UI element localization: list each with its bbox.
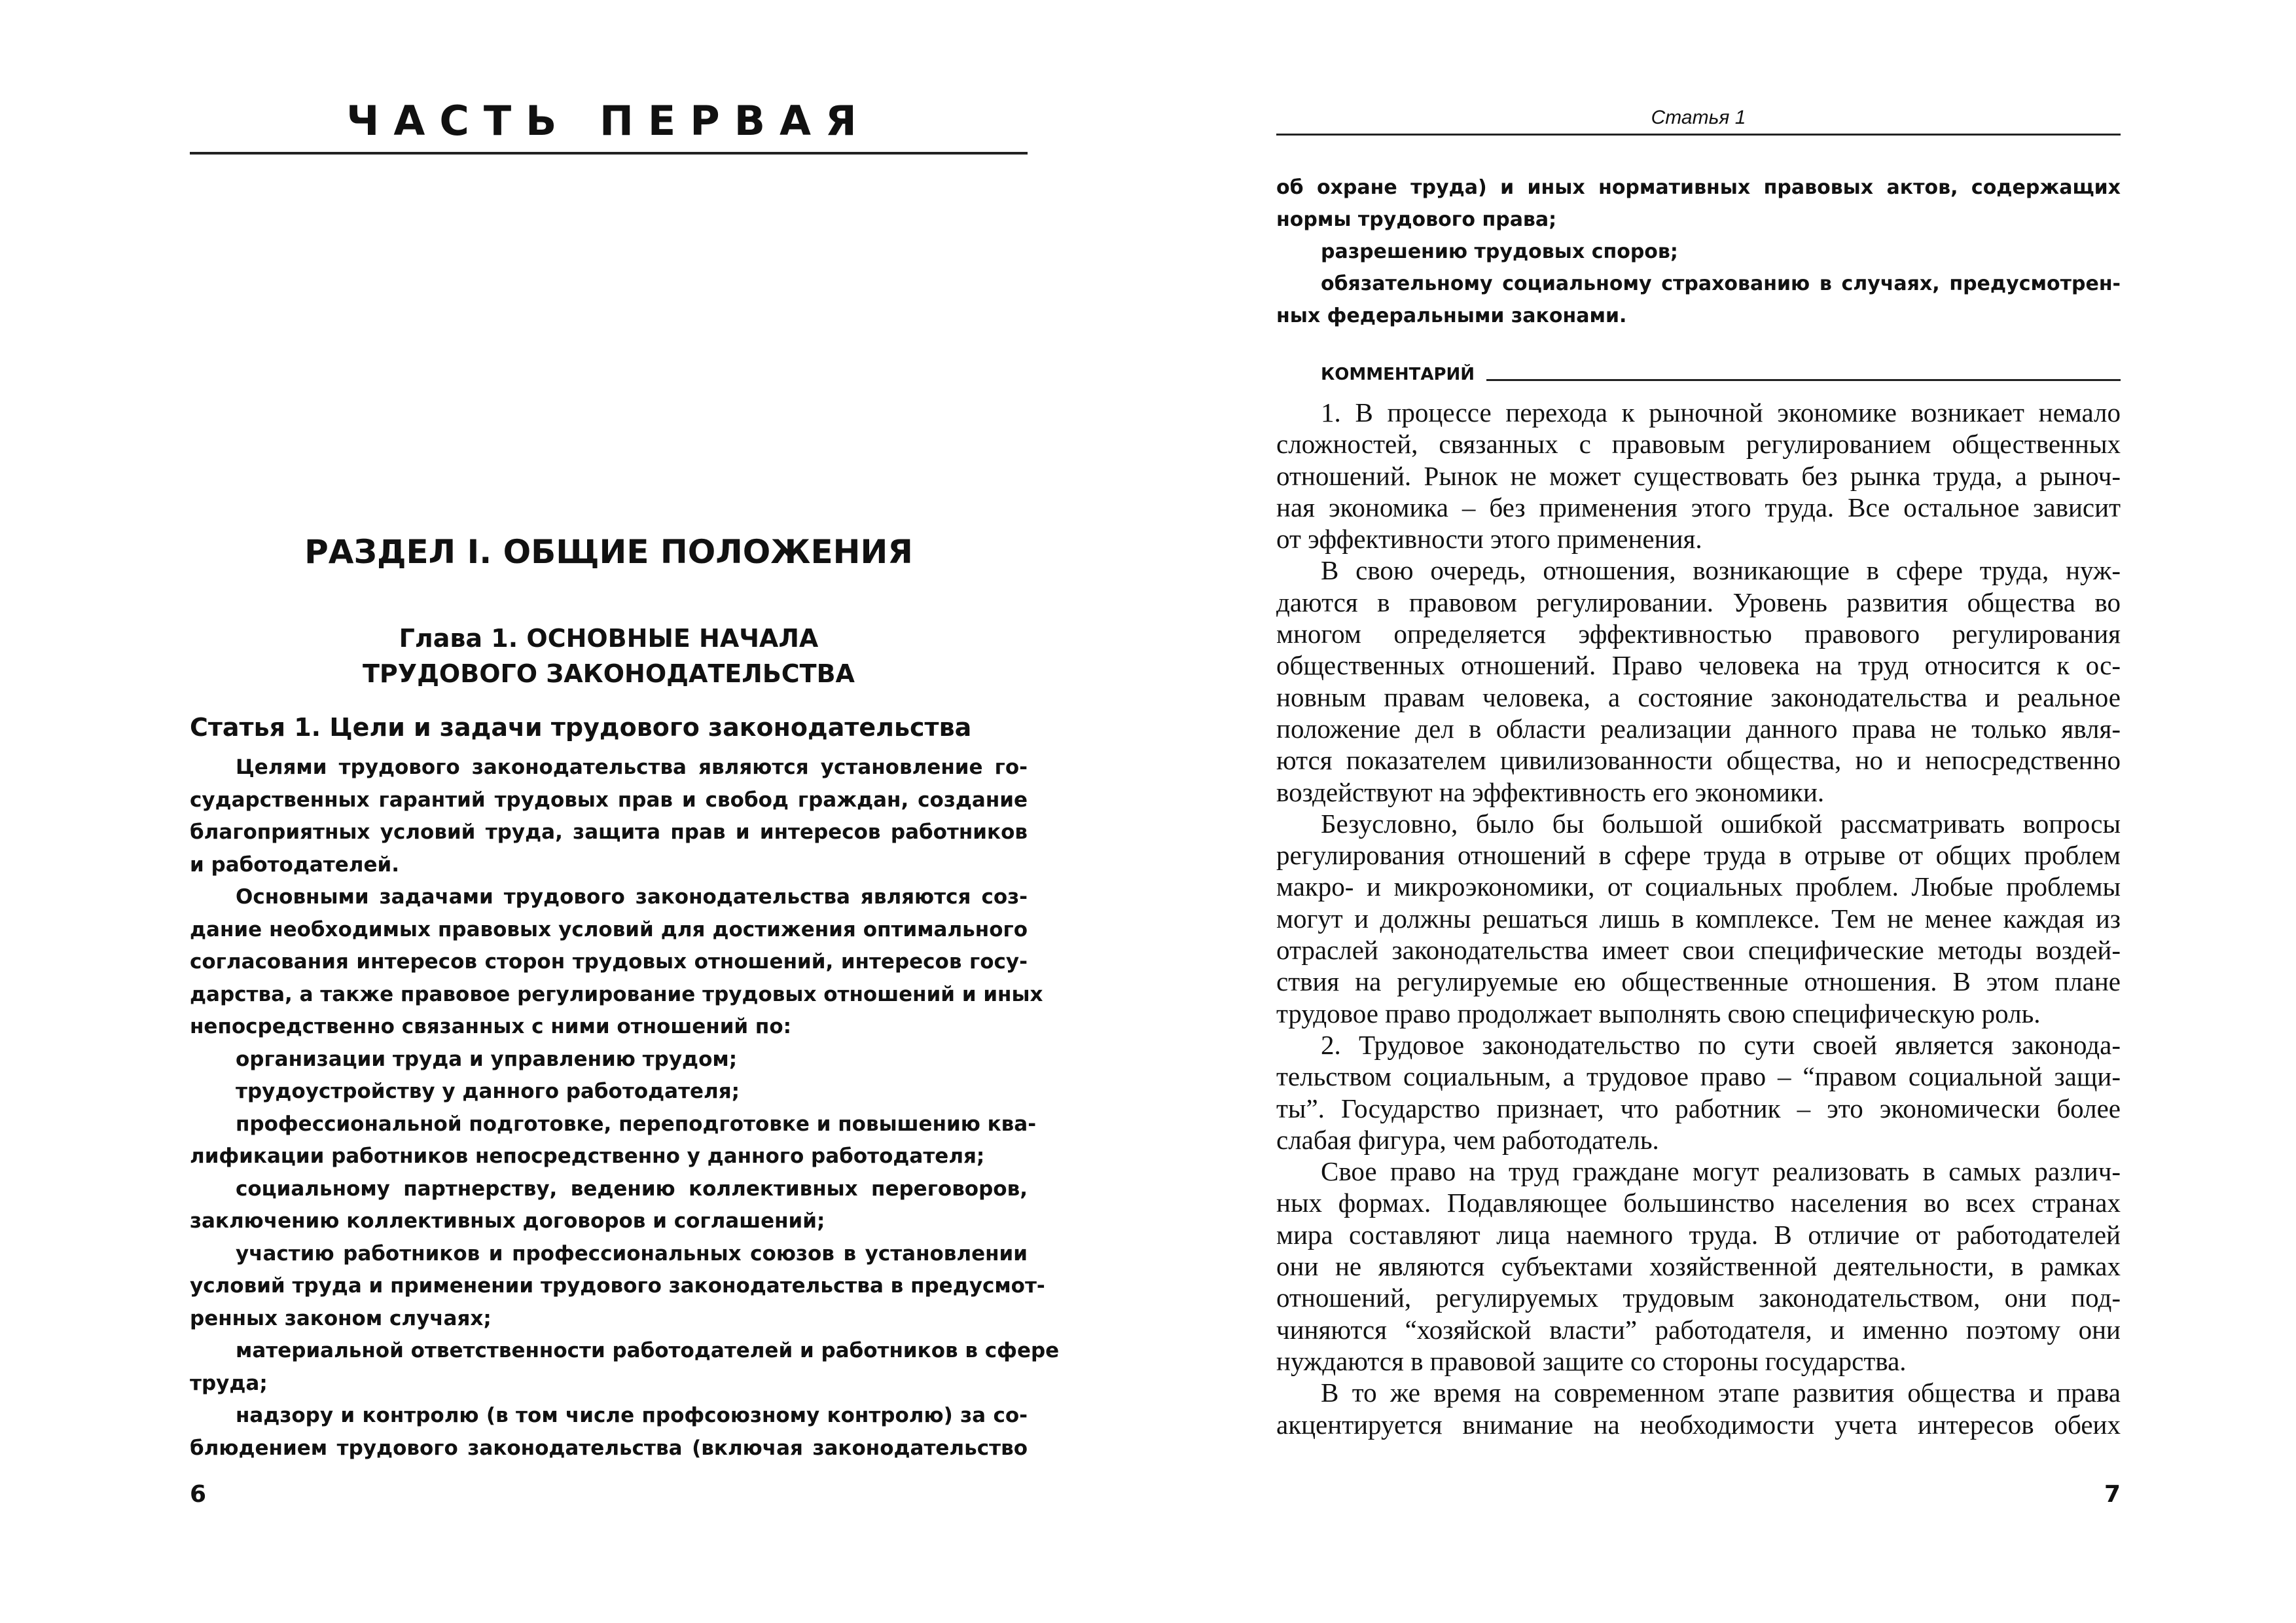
text-line: обязательному социальному страхованию в случаях, предусмотрен- [1321, 272, 2121, 295]
text-line: сложностей, связанных с правовым регулированием общественных [1276, 429, 2121, 460]
text-line: согласования интересов сторон трудовых отношений, интересов госу- [190, 950, 1028, 974]
text-line: дание необходимых правовых условий для достижения оптимального [190, 917, 1028, 941]
commentary-heading-label: КОММЕНТАРИЙ [1321, 365, 1475, 384]
running-header: Статья 1 [1651, 107, 1746, 128]
text-line: могут и должны решаться лишь в комплексе. Тем не менее каждая из [1276, 903, 2121, 934]
article-title: Статья 1. Цели и задачи трудового законодательства [190, 713, 972, 742]
text-line: новным правам человека, а состояние законодательства и реальное [1276, 682, 2121, 712]
chapter-title-line: Глава 1. ОСНОВНЫЕ НАЧАЛА [399, 624, 819, 653]
text-line: Основными задачами трудового законодательства являются соз- [236, 885, 1028, 909]
text-line: общественных отношений. Право человека на труд относится к ос- [1276, 650, 2121, 681]
text-line: об охране труда) и иных нормативных правовых актов, содержащих [1276, 176, 2121, 199]
text-line: нормы трудового права; [1276, 208, 1557, 231]
commentary-heading-rule [1486, 379, 2121, 381]
page-number: 6 [190, 1481, 207, 1508]
law-text [190, 752, 1060, 1465]
text-line: отношений. Рынок не может существовать без рынка труда, а рыноч- [1276, 460, 2121, 491]
text-line: акцентируется внимание на необходимости учета интересов обеих [1276, 1409, 2121, 1440]
section-title: РАЗДЕЛ I. ОБЩИЕ ПОЛОЖЕНИЯ [304, 533, 913, 571]
text-line: от эффективности этого применения. [1276, 524, 1702, 555]
text-line: воздействуют на эффективность его экономики. [1276, 776, 1825, 807]
text-line: организации труда и управлению трудом; [236, 1047, 738, 1071]
text-line: Безусловно, было бы большой ошибкой рассматривать вопросы [1321, 808, 2121, 839]
text-line: материальной ответственности работодателей и работников в сфере [236, 1339, 1060, 1362]
commentary-heading [1321, 361, 2121, 388]
text-line: условий труда и применении трудового законодательства в предусмот- [190, 1274, 1045, 1298]
text-line: социальному партнерству, ведению коллективных переговоров, [236, 1176, 1028, 1201]
chapter-title [190, 621, 1028, 691]
text-line: даются в правовом регулировании. Уровень развития общества во [1276, 587, 2121, 617]
text-line: регулирования отношений в сфере труда в отрыве от общих проблем [1276, 840, 2121, 871]
text-line: сударственных гарантий трудовых прав и свобод граждан, создание [190, 788, 1028, 812]
text-line: и работодателей. [190, 852, 400, 877]
text-line: ных федеральными законами. [1276, 304, 1627, 327]
text-line: разрешению трудовых споров; [1321, 240, 1678, 263]
text-line: блюдением трудового законодательства (включая законодательство [190, 1436, 1028, 1460]
text-line: тельством социальным, а трудовое право – “правом социальной защи- [1276, 1061, 2121, 1092]
text-line: Свое право на труд граждане могут реализовать в самых различ- [1321, 1156, 2121, 1187]
text-line: непосредственно связанных с ними отношений по: [190, 1015, 792, 1038]
text-line: трудоустройству у данного работодателя; [236, 1080, 740, 1103]
chapter-title-line: ТРУДОВОГО ЗАКОНОДАТЕЛЬСТВА [363, 659, 855, 688]
text-line: труда; [190, 1371, 268, 1395]
running-header-rule [1276, 134, 2121, 136]
text-line: профессиональной подготовке, переподготовке и повышению ква- [236, 1112, 1037, 1136]
text-line: ты”. Государство признает, что работник – это экономически более [1276, 1093, 2121, 1123]
text-line: Целями трудового законодательства являются установление го- [236, 756, 1028, 779]
text-line: они не являются субъектами хозяйственной деятельности, в рамках [1276, 1251, 2121, 1282]
text-line: положение дел в области реализации данного права не только явля- [1276, 713, 2121, 744]
law-text-continued [1276, 172, 2121, 332]
text-line: ренных законом случаях; [190, 1306, 492, 1330]
text-line: многом определяется эффективностью правового регулирования [1276, 619, 2121, 649]
text-line: отношений, регулируемых трудовым законодательством, они под- [1276, 1283, 2121, 1313]
text-line: ных формах. Подавляющее большинство населения во всех странах [1276, 1188, 2121, 1218]
text-line: дарства, а также правовое регулирование трудовых отношений и иных [190, 982, 1043, 1006]
text-line: лификации работников непосредственно у данного работодателя; [190, 1144, 985, 1168]
text-line: слабая фигура, чем работодатель. [1276, 1124, 1659, 1155]
text-line: В то же время на современном этапе развития общества и права [1321, 1377, 2121, 1408]
text-line: чиняются “хозяйской власти” работодателя, и именно поэтому они [1276, 1314, 2121, 1345]
text-line: ная экономика – без применения этого труда. Все остальное зависит [1276, 492, 2121, 522]
text-line: ются показателем цивилизованности общества, но и непосредственно [1276, 745, 2121, 776]
text-line: В свою очередь, отношения, возникающие в сфере труда, нуж- [1321, 555, 2121, 586]
text-line: 2. Трудовое законодательство по сути своей является законода- [1321, 1029, 2121, 1060]
page-number: 7 [2104, 1481, 2121, 1508]
text-line: трудовое право продолжает выполнять свою специфическую роль. [1276, 998, 2041, 1029]
text-line: отраслей законодательства имеет свои специфические методы воздей- [1276, 935, 2121, 966]
commentary-text [1276, 397, 2121, 1440]
text-line: участию работников и профессиональных союзов в установлении [236, 1241, 1028, 1266]
part-title-rule [190, 152, 1028, 155]
text-line: нуждаются в правовой защите со стороны государства. [1276, 1345, 1907, 1376]
text-line: заключению коллективных договоров и соглашений; [190, 1209, 825, 1233]
text-line: 1. В процессе перехода к рыночной экономике возникает немало [1321, 397, 2121, 428]
text-line: макро- и микроэкономики, от социальных проблем. Любые проблемы [1276, 871, 2121, 902]
part-title: ЧАСТЬ ПЕРВАЯ [346, 97, 871, 145]
text-line: благоприятных условий труда, защита прав и интересов работников [190, 820, 1028, 844]
text-line: мира составляют лица наемного труда. В отличие от работодателей [1276, 1219, 2121, 1250]
text-line: ствия на регулируемые ею общественные отношения. В этом плане [1276, 966, 2121, 997]
text-line: надзору и контролю (в том числе профсоюзному контролю) за со- [236, 1404, 1028, 1427]
